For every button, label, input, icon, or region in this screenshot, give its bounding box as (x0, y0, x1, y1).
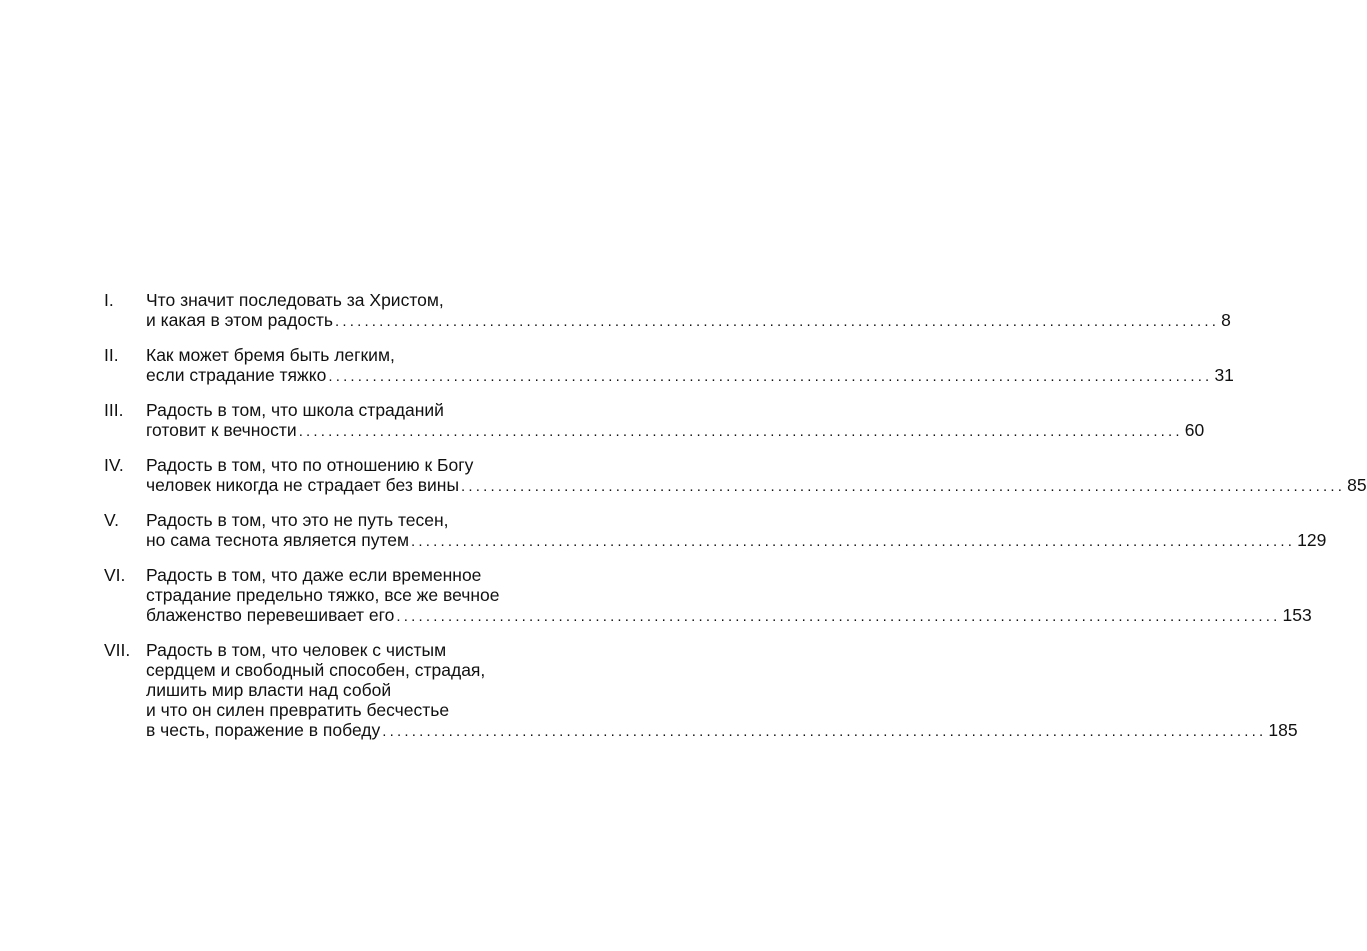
toc-entry-3 (104, 400, 1205, 442)
dot-leader: ........................................................................................................................ (298, 423, 1183, 440)
toc-entry-4 (104, 455, 1367, 497)
dot-leader: ........................................................................................................................ (411, 533, 1296, 550)
chapter-title-last-line (146, 365, 1234, 387)
chapter-title-line: Радость в том, что по отношению к Богу (146, 455, 474, 475)
page-number: 129 (1297, 530, 1327, 550)
chapter-title-last-line (146, 530, 1327, 552)
chapter-number: VII. (104, 640, 131, 660)
chapter-title-line: Радость в том, что даже если временное (146, 565, 482, 585)
page-number: 85 (1347, 475, 1367, 495)
toc-entry-6 (104, 565, 1312, 627)
dot-leader: ........................................................................................................................ (334, 313, 1220, 330)
page-number: 8 (1221, 310, 1231, 330)
chapter-title-last-line (146, 605, 1312, 627)
chapter-title-line: Радость в том, что это не путь тесен, (146, 510, 449, 530)
page-number: 153 (1282, 605, 1312, 625)
toc-entry-7 (104, 640, 1298, 742)
dot-leader: ........................................................................................................................ (382, 723, 1267, 740)
chapter-number: VI. (104, 565, 126, 585)
chapter-title-line: сердцем и свободный способен, страдая, (146, 660, 486, 680)
chapter-title-line: готовит к вечности (146, 420, 297, 440)
chapter-title-last-line (146, 720, 1298, 742)
chapter-number: I. (104, 290, 114, 310)
table-of-contents (104, 290, 1367, 755)
dot-leader: ........................................................................................................................ (328, 368, 1213, 385)
page-number: 60 (1184, 420, 1205, 440)
chapter-title-line: лишить мир власти над собой (146, 680, 392, 700)
chapter-title-line: если страдание тяжко (146, 365, 327, 385)
chapter-title-line: и какая в этом радость (146, 310, 333, 330)
chapter-title-line: Как может бремя быть легким, (146, 345, 395, 365)
dot-leader: ........................................................................................................................ (396, 608, 1281, 625)
chapter-title-line: и что он силен превратить бесчестье (146, 700, 450, 720)
chapter-number: IV. (104, 455, 124, 475)
page-number: 185 (1268, 720, 1298, 740)
chapter-title-line: блаженство перевешивает его (146, 605, 395, 625)
toc-entry-1 (104, 290, 1231, 332)
chapter-title-line: Что значит последовать за Христом, (146, 290, 444, 310)
chapter-title-line: Радость в том, что человек с чистым (146, 640, 447, 660)
chapter-number: III. (104, 400, 124, 420)
page-number: 31 (1214, 365, 1234, 385)
chapter-title-line: но сама теснота является путем (146, 530, 410, 550)
dot-leader: ........................................................................................................................ (461, 478, 1346, 495)
toc-entry-5 (104, 510, 1327, 552)
chapter-title-last-line (146, 310, 1231, 332)
chapter-number: V. (104, 510, 119, 530)
chapter-title-line: в честь, поражение в победу (146, 720, 381, 740)
chapter-title-line: страдание предельно тяжко, все же вечное (146, 585, 500, 605)
toc-entry-2 (104, 345, 1234, 387)
chapter-number: II. (104, 345, 119, 365)
chapter-title-line: человек никогда не страдает без вины (146, 475, 460, 495)
chapter-title-line: Радость в том, что школа страданий (146, 400, 444, 420)
chapter-title-last-line (146, 420, 1205, 442)
chapter-title-last-line (146, 475, 1367, 497)
